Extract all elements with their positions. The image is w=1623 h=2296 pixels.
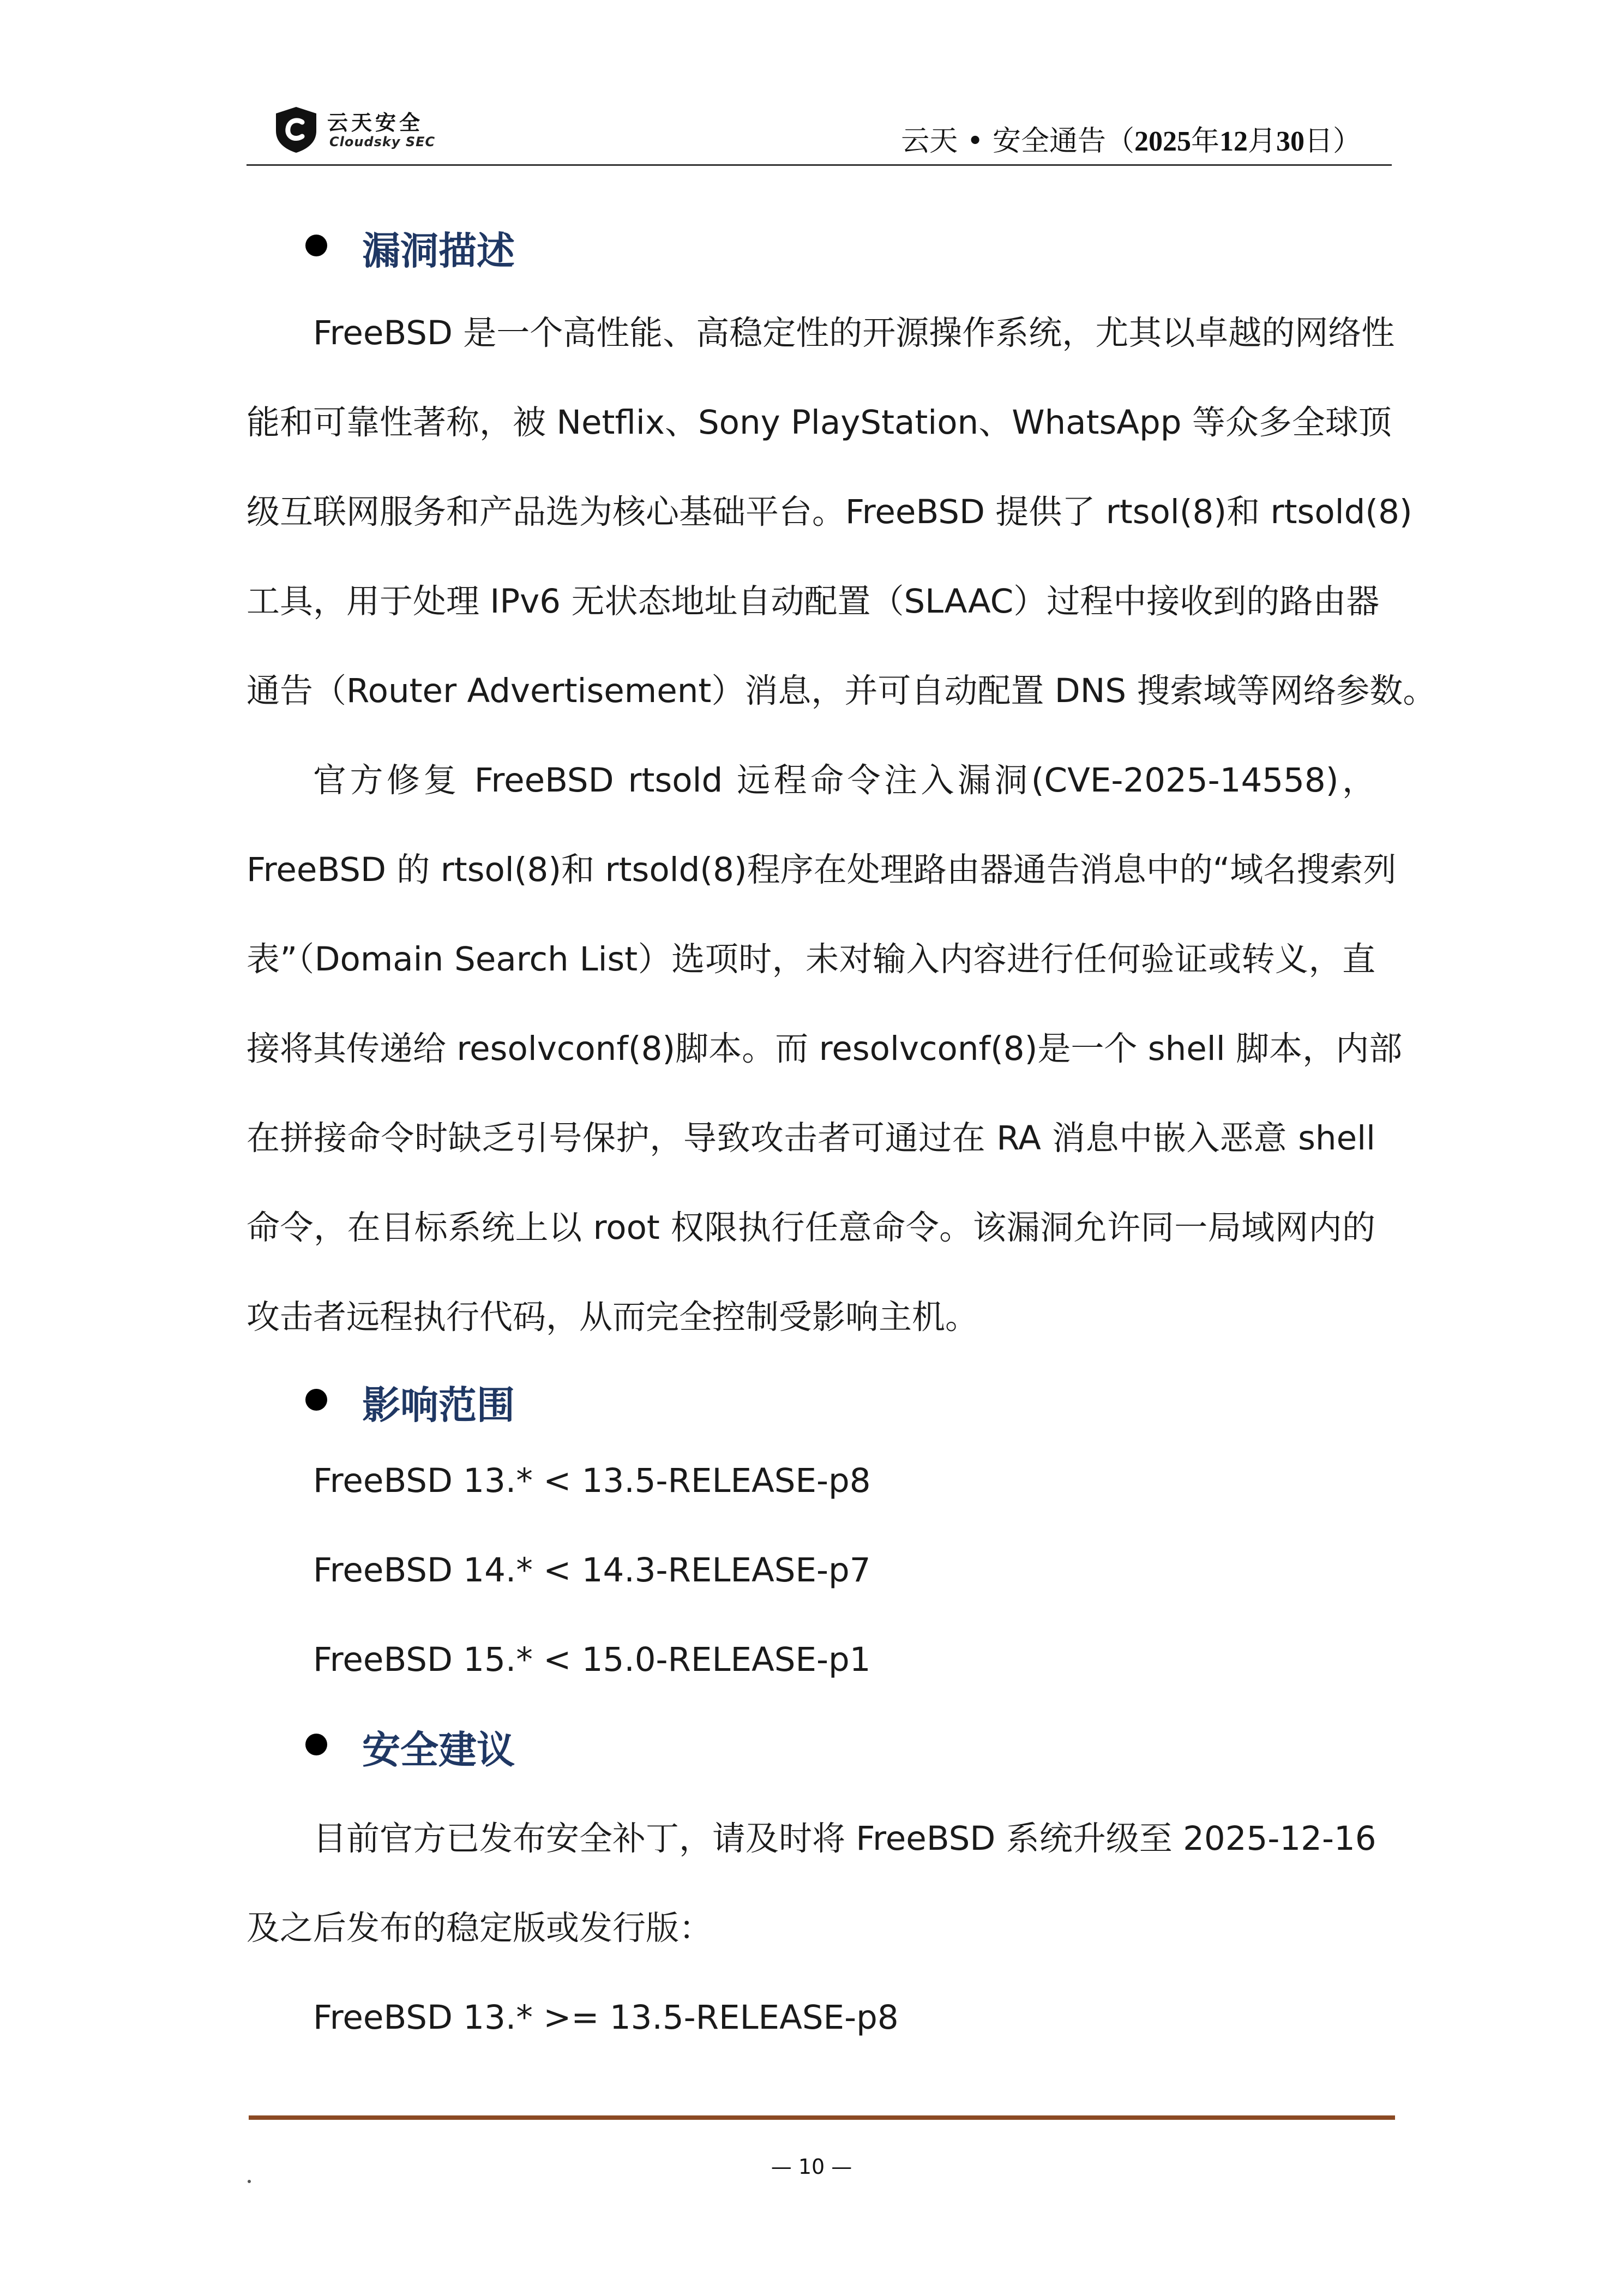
logo-english-text: Cloudsky SEC — [329, 134, 436, 149]
description-line: 命令，在目标系统上以 root 权限执行任意命令。该漏洞允许同一局域网内的 — [247, 1208, 1375, 1247]
bulletin-title: 云天 • 安全通告（2025年12月30日） — [901, 125, 1361, 158]
bullet-icon — [305, 1734, 327, 1755]
footer-dot — [248, 2180, 251, 2183]
description-line: 通告（Router Advertisement）消息，并可自动配置 DNS 搜索域等网络参数。 — [247, 672, 1436, 710]
description-line: 在拼接命令时缺乏引号保护，导致攻击者可通过在 RA 消息中嵌入恶意 shell — [247, 1119, 1375, 1158]
shield-logo-icon — [274, 106, 318, 154]
logo-chinese-text: 云天安全 — [327, 111, 424, 135]
description-line: 官方修复 FreeBSD rtsold 远程命令注入漏洞(CVE-2025-14558)， — [313, 761, 1375, 800]
description-line: 接将其传递给 resolvconf(8)脚本。而 resolvconf(8)是一个 shell 脚本，内部 — [247, 1029, 1403, 1068]
advice-line: 及之后发布的稳定版或发行版： — [247, 1909, 713, 1947]
footer-divider — [249, 2115, 1395, 2120]
description-line: FreeBSD 是一个高性能、高稳定性的开源操作系统，尤其以卓越的网络性 — [313, 314, 1395, 352]
bullet-icon — [305, 1389, 327, 1411]
affected-version: FreeBSD 15.* < 15.0-RELEASE-p1 — [313, 1640, 871, 1679]
advice-line: 目前官方已发布安全补丁，请及时将 FreeBSD 系统升级至 2025-12-16 — [313, 1819, 1376, 1858]
affected-version: FreeBSD 14.* < 14.3-RELEASE-p7 — [313, 1551, 871, 1590]
bullet-icon — [305, 235, 327, 256]
description-line: 级互联网服务和产品选为核心基础平台。FreeBSD 提供了 rtsol(8)和 rtsold(8) — [247, 493, 1412, 531]
cloudsky-logo — [274, 104, 481, 158]
description-line: 表”（Domain Search List）选项时，未对输入内容进行任何验证或转义，直 — [247, 940, 1375, 979]
page-number: — 10 — — [771, 2155, 852, 2179]
header-divider — [247, 164, 1392, 166]
description-line: 攻击者远程执行代码，从而完全控制受影响主机。 — [247, 1298, 979, 1336]
page-header — [247, 96, 1392, 165]
description-line: 能和可靠性著称，被 Netflix、Sony PlayStation、WhatsApp 等众多全球顶 — [247, 403, 1392, 442]
description-line: FreeBSD 的 rtsol(8)和 rtsold(8)程序在处理路由器通告消息中的“域名搜索列 — [247, 850, 1397, 889]
fixed-version: FreeBSD 13.* >= 13.5-RELEASE-p8 — [313, 1998, 899, 2037]
affected-version: FreeBSD 13.* < 13.5-RELEASE-p8 — [313, 1461, 871, 1500]
description-line: 工具，用于处理 IPv6 无状态地址自动配置（SLAAC）过程中接收到的路由器 — [247, 582, 1380, 621]
document-page: 云天安全 Cloudsky SEC 云天 • 安全通告（2025年12月30日） 漏洞描述 FreeBSD 是一个高性能、高稳定性的开源操作系统，尤其以卓越的网络性 能和可靠性著称，被 Netflix、Sony PlayStation、WhatsApp 等众多全球顶 级互联网服务和产品选为核心基础平台。FreeBSD 提供了 rtsol(8)和 rtsold(8) 工具，用于处理 IPv6 无状态地址自动配置（SLAAC）过程中接收到的路由器 通告（Router Advertisement）消息，并可自动配置 DNS 搜索域等网络参数。 官方修复 FreeBSD rtsold 远程命令注入漏洞(CVE-2025-14558)， FreeBSD 的 rtsol(8)和 rtsold(8)程序在处理路由器通告消息中的“域名搜索列 表”（Domain Search List）选项时，未对输入内容进行任何验证或转义，直 接将其传递给 resolvconf(8)脚本。而 resolvconf(8)是一个 shell 脚本，内部 在拼接命令时缺乏引号保护，导致攻击者可通过在 RA 消息中嵌入恶意 shell 命令，在目标系统上以 root 权限执行任意命令。该漏洞允许同一局域网内的 攻击者远程执行代码，从而完全控制受影响主机。 影响范围 FreeBSD 13.* < 13.5-RELEASE-p8 FreeBSD 14.* < 14.3-RELEASE-p7 FreeBSD 15.* < 15.0-RELEASE-p1 安全建议 目前官方已发布安全补丁，请及时将 FreeBSD 系统升级至 2025-12-16 及之后发布的稳定版或发行版： FreeBSD 13.* >= 13.5-RELEASE-p8 — 10 — — [0, 0, 1623, 2296]
